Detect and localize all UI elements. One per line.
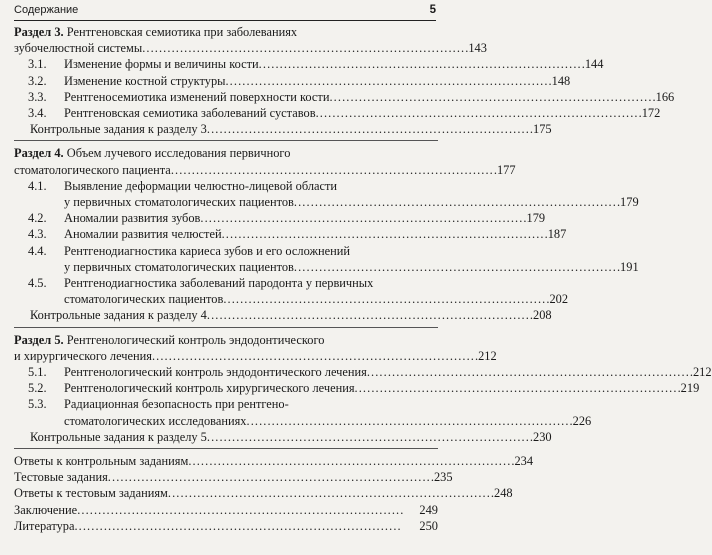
- header-title: Содержание: [14, 4, 79, 16]
- running-header: [14, 4, 436, 21]
- toc-entry: 3.1. Изменение формы и величины кости . . . 144: [14, 56, 438, 72]
- toc-entry: стоматологического пациента . . . 177: [14, 162, 438, 178]
- toc-section-5: [14, 332, 712, 449]
- table-of-contents: [14, 24, 712, 534]
- toc-section-3: [14, 24, 675, 141]
- toc-section-4: [14, 145, 639, 327]
- section-heading: Раздел 5. Рентгенологический контроль эндодонтического: [14, 332, 325, 347]
- toc-entry: 5.3. Радиационная безопасность при рентгено-: [28, 397, 289, 412]
- toc-entry-cont: у первичных стоматологических пациентов . . . 191: [14, 259, 438, 275]
- section-heading: Раздел 4. Объем лучевого исследования первичного: [14, 146, 291, 161]
- toc-entry: Ответы к контрольным заданиям . . . 234: [14, 453, 438, 469]
- toc-entry: Ответы к тестовым заданиям . . . 248: [14, 485, 438, 501]
- toc-entry: Контрольные задания к разделу 5 . . . 230: [14, 429, 438, 445]
- section-heading: Раздел 3. Рентгеновская семиотика при заболеваниях: [14, 25, 298, 39]
- toc-entry-cont: стоматологических пациентов . . . 202: [14, 291, 438, 307]
- toc-entry: 4.5. Рентгенодиагностика заболеваний пародонта у первичных: [28, 276, 374, 291]
- toc-entry: 3.3. Рентгеносемиотика изменений поверхности кости . . . 166: [14, 89, 438, 105]
- toc-entry: Контрольные задания к разделу 3 . . . 175: [14, 121, 438, 137]
- toc-entry: 4.3. Аномалии развития челюстей . . . 187: [14, 226, 438, 242]
- page-number: 5: [429, 4, 436, 16]
- toc-entry: 5.1. Рентгенологический контроль эндодонтического лечения . . . 212: [14, 364, 438, 380]
- toc-entry-cont: у первичных стоматологических пациентов . . . 179: [14, 194, 438, 210]
- toc-entry: 4.2. Аномалии развития зубов . . . 179: [14, 210, 438, 226]
- toc-entry: 4.1. Выявление деформации челюстно-лицевой области: [28, 178, 338, 193]
- toc-entry: 5.2. Рентгенологический контроль хирургического лечения . . . 219: [14, 380, 438, 396]
- toc-entry: 3.4. Рентгеновская семиотика заболеваний суставов . . . 172: [14, 105, 438, 121]
- toc-entry: и хирургического лечения . . . 212: [14, 348, 438, 364]
- toc-end-matter: [14, 453, 534, 534]
- toc-entry: Тестовые задания . . . 235: [14, 469, 438, 485]
- toc-entry: Контрольные задания к разделу 4 . . . 208: [14, 307, 438, 323]
- toc-entry-cont: стоматологических исследованиях . . . 226: [14, 413, 438, 429]
- toc-entry: зубочелюстной системы . . . 143: [14, 40, 438, 56]
- toc-entry: 3.2. Изменение костной структуры . . . 148: [14, 73, 438, 89]
- toc-entry: Литература . . . 250: [14, 518, 438, 534]
- toc-entry: Заключение . . . 249: [14, 502, 438, 518]
- toc-entry: 4.4. Рентгенодиагностика кариеса зубов и его осложнений: [28, 243, 351, 258]
